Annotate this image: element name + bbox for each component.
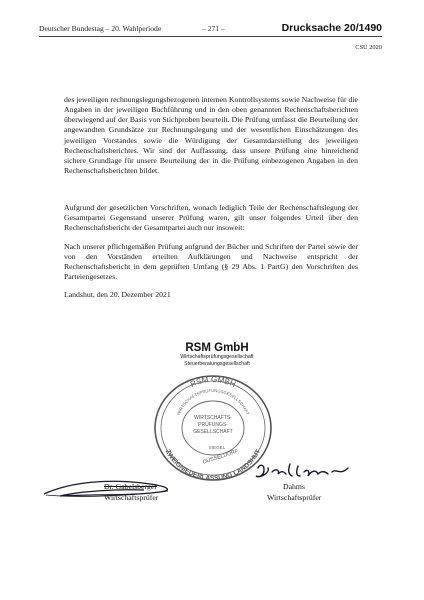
header-parliament: Deutscher Bundestag – 20. Wahlperiode: [39, 24, 162, 33]
firm-line-2: Steuerberatungsgesellschaft: [184, 361, 250, 367]
header-page-number: – 271 –: [202, 24, 225, 33]
header-party-label: CSU 2020: [355, 44, 382, 51]
seal-ring-bottom-word: SIEGEL: [208, 445, 226, 450]
firm-stamp: [152, 342, 282, 368]
header-rule: [39, 36, 382, 37]
signatory-left-name: Dr. Gabelsberger: [104, 482, 157, 491]
seal-ring-text: WIRTSCHAFTSPRÜFUNGSGESELLSCHAFT: [175, 387, 251, 416]
signatory-left: [104, 482, 158, 503]
body-paragraph-3: Nach unserer pflichtgemäßen Prüfung aufgrund der Bücher und Schriften der Partei sowie der von den Vorständen erteilten Aufklärungen und Nachweise entspricht der Rechenschaftsbericht in dem geprüften Umfang (§ 29 Abs. 1 PartG) den Vorschriften des Parteiengesetzes.: [64, 242, 358, 282]
seal-outer-bottom-text: ZWEIGNIEDERLASSUNG LANDSHUT: [163, 448, 263, 483]
seal-center-line-3: GESELLSCHAFT: [193, 429, 233, 435]
seal-ring-city: DÜSSELDORF: [202, 448, 240, 466]
body-paragraph-2: Aufgrund der gesetzlichen Vorschriften, wonach lediglich Teile der Rechenschaftslegung der Gesamtpartei Gegenstand unserer Prüfung waren, gilt unser folgendes Urteil über den Rechenschaftsbericht der Gesamtpartei auch nur insoweit:: [64, 203, 358, 233]
signatory-left-title: Wirtschaftsprüfer: [104, 492, 159, 502]
signature-right: [252, 458, 362, 484]
header-document-number: Drucksache 20/1490: [281, 22, 382, 34]
body-paragraph-1: des jeweiligen rechnungslegungsbezogenen internen Kontrollsystems sowie Nachweise für die Angaben in der jeweiligen Buchführung und in den oben genannten Rechenschaftsberichten überwiegend auf der Basis von Stichproben beurteilt. Die Prüfung umfasst die Beurteilung der angewandten Grundsätze zur Rechnungslegung und der wesentlichen Einschätzungen des jeweiligen Vorstandes sowie die Würdigung der Gesamtdarstellung des jeweiligen Rechenschaftsberichtes. Wir sind der Auffassung, dass unsere Prüfung eine hinreichend sichere Grundlage für unsere Beurteilung der in die Prüfung einbezogenen Angaben in den Rechenschaftsberichten bildet.: [64, 95, 358, 176]
place-and-date: Landshut, den 20. Dezember 2021: [64, 290, 171, 299]
seal-center-line-1: WIRTSCHAFTS-: [194, 415, 232, 421]
seal-center-line-2: PRÜFUNGS-: [198, 422, 228, 428]
firm-line-1: Wirtschaftsprüfungsgesellschaft: [180, 354, 254, 360]
firm-name: RSM GmbH: [185, 342, 249, 354]
seal-outer-top-text: RSM GMBH: [188, 374, 238, 389]
signatory-right: [267, 482, 321, 503]
signatory-right-name: Dahms: [283, 482, 305, 491]
signatory-right-title: Wirtschaftsprüfer: [267, 492, 322, 502]
